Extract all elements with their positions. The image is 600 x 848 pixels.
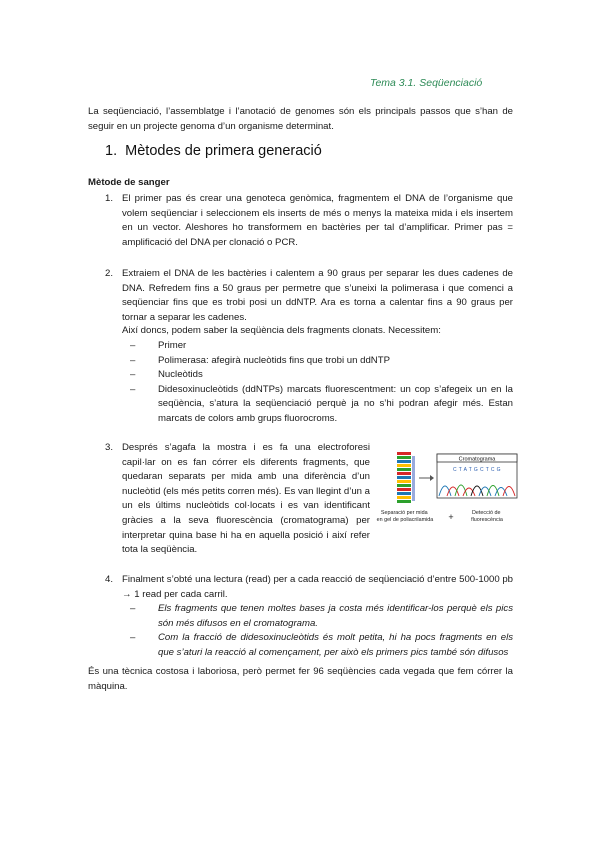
- list-item-text: Polimerasa: afegirà nucleòtids fins que trobi un ddNTP: [158, 354, 390, 366]
- list-item-text: Primer: [158, 340, 187, 351]
- list-item: – Els fragments que tenen moltes bases ja costa més identificar-los perquè els pics són més difusos en el cromatograma.: [130, 602, 513, 631]
- figure-plus: +: [448, 512, 454, 522]
- chromatogram-label: Cromatograma: [458, 456, 496, 463]
- list-item: – Polimerasa: afegirà nucleòtids fins que trobi un ddNTP: [130, 354, 513, 369]
- gel-lanes: [397, 452, 415, 503]
- figure-label-left: Separació per mida en gel de poliacrilamida: [376, 510, 434, 523]
- step-2-extra: Així doncs, podem saber la seqüència dels fragments clonats. Necessitem:: [122, 325, 441, 336]
- step-4-text: Finalment s’obté una lectura (read) per a cada reacció de seqüenciació d’entre 500-1000 pb → 1 read per cada carril.: [122, 574, 513, 600]
- conclusion-paragraph: És una tècnica costosa i laboriosa, però permet fer 96 seqüències cada vegada que fem córrer la màquina.: [88, 666, 513, 692]
- list-item: – Com la fracció de didesoxinucleòtids és molt petita, hi ha pocs fragments en els que s’aturi la reacció al començament, per això els primers pics també són difusos: [130, 631, 513, 660]
- subsection-heading: Mètode de sanger: [88, 177, 170, 188]
- step-4-notes: [130, 602, 513, 660]
- note-text: Com la fracció de didesoxinucleòtids és molt petita, hi ha pocs fragments en els que s’aturi la reacció al començament, per això els primers pics també són difusos: [158, 632, 513, 658]
- list-item: – Nucleòtids: [130, 368, 513, 383]
- figure-label-right: Detecció de fluorescència: [471, 510, 503, 523]
- section-heading: [105, 143, 322, 159]
- step-2-text: Extraiem el DNA de les bactèries i calentem a 90 graus per separar les dues cadenes de DNA. Refredem fins a 50 graus per permetre que s’uneixi la polimerasa i que comenci a seqüenciar fins que es trobi posi un ddNTP. Ara es torna a calentar fins a 90 graus per tornar a separar les cadenes.: [122, 268, 513, 323]
- step-2-number: 2.: [105, 268, 114, 279]
- list-item-text: Nucleòtids: [158, 369, 203, 381]
- page-header-title: Tema 3.1. Seqüenciació: [370, 77, 483, 89]
- step-3-number: 3.: [105, 442, 114, 453]
- list-item-text: Didesoxinucleòtids (ddNTPs) marcats fluorescentment: un cop s’afegeix un en la seqüència, s’atura la seqüenciació perquè ja no s’hi podran afegir més. Estan marcats de colors amb grups fluorocroms.: [158, 383, 513, 424]
- list-item: – Didesoxinucleòtids (ddNTPs) marcats fluorescentment: un cop s’afegeix un en la seqüència, s’atura la seqüenciació perquè ja no s’hi podran afegir més. Estan marcats de colors amb grups fluorocroms.: [130, 383, 513, 427]
- chromatogram: [437, 454, 517, 498]
- materials-list: [130, 339, 513, 427]
- step-4-number: 4.: [105, 574, 114, 585]
- step-1-number: 1.: [105, 193, 114, 204]
- arrow-icon: [419, 475, 434, 481]
- sanger-figure: [375, 448, 520, 533]
- list-item: – Primer: [130, 339, 513, 354]
- section-number: 1.: [105, 143, 118, 159]
- note-text: Els fragments que tenen moltes bases ja costa més identificar-los perquè els pics són més difusos en el cromatograma.: [158, 603, 513, 629]
- chromatogram-sequence: C T A T G C T C G: [453, 467, 501, 473]
- section-title: Mètodes de primera generació: [125, 143, 322, 159]
- step-1-text: El primer pas és crear una genoteca genòmica, fragmentem el DNA de l’organisme que volem seqüenciar i seleccionem els inserts de més o menys la mateixa mida i els insertem en un vector. Aleshores ho transformem en bactèries per tal d’amplificar. Primer pas = amplificació del DNA per clonació o PCR.: [122, 193, 513, 248]
- step-3-text: Després s’agafa la mostra i es fa una electroforesi capil·lar on es fan córrer els diferents fragments, que quedaran separats per mida amb una diferència d’un nucleòtid (els més petits corren més). Es van llegint d’un a un els últims nucleòtids col·locats i es van identificant gràcies a la seva fluorescència (cromatograma) per interpretar quina base hi ha en aquella posició i així refer tota la seqüència.: [122, 442, 370, 556]
- intro-paragraph: La seqüenciació, l’assemblatge i l’anotació de genomes són els principals passos que s’han de seguir en un projecte genoma d’un organisme determinat.: [88, 106, 513, 132]
